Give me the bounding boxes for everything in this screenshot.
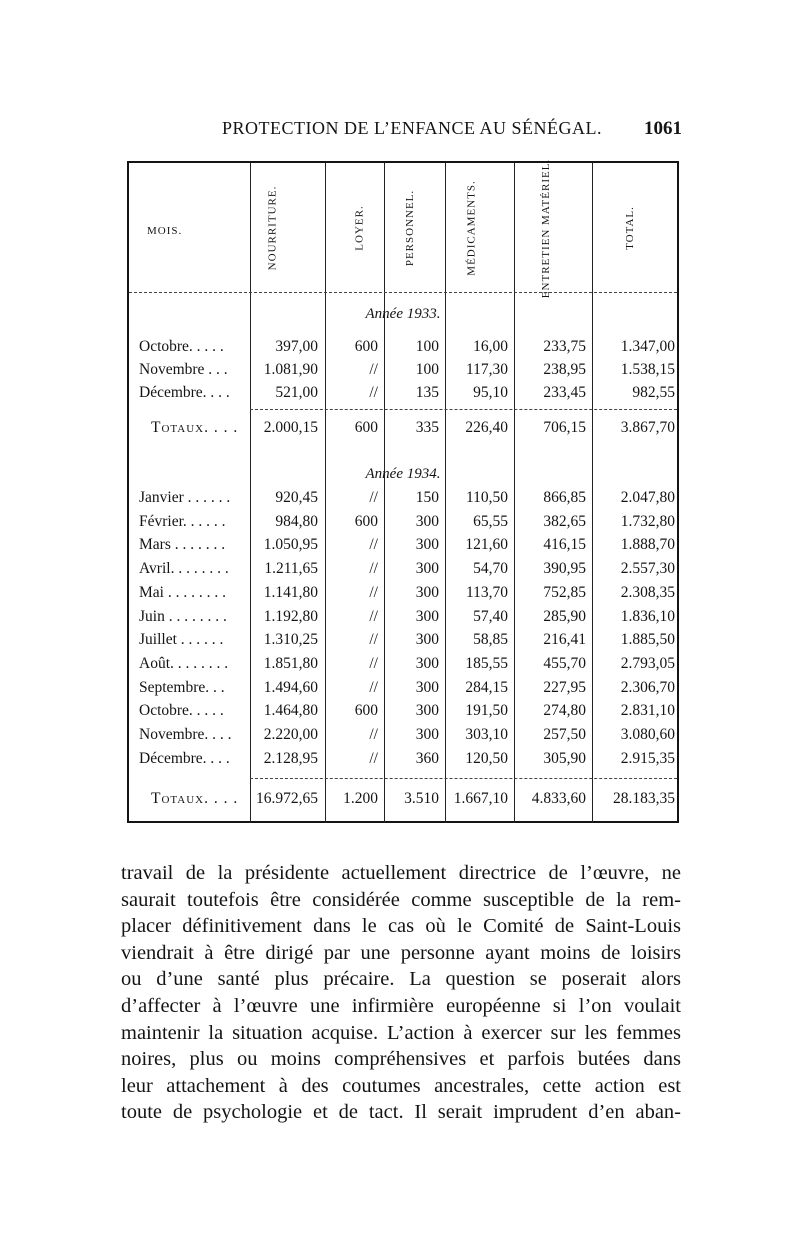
- table-cell: //: [369, 361, 378, 378]
- body-line: leur attachement à des coutumes ancestrales, cette action est: [121, 1074, 681, 1097]
- body-line: saurait toutefois être considérée comme susceptible de la rem-: [121, 888, 681, 911]
- table-cell: 2.306,70: [620, 678, 675, 696]
- table-cell: 305,90: [543, 749, 586, 767]
- total-row: [129, 790, 677, 812]
- table-cell: 113,70: [465, 583, 508, 601]
- table-cell: 866,85: [543, 489, 586, 506]
- column-header-loyer: LOYER.: [354, 205, 367, 251]
- table-cell: 2.557,30: [620, 560, 675, 578]
- table-row: [129, 489, 677, 511]
- table-cell: 28.183,35: [613, 790, 675, 807]
- table-row: [129, 361, 677, 383]
- table-cell: 274,80: [543, 702, 586, 720]
- year-label-1934: Année 1934.: [365, 466, 441, 482]
- table-cell: 226,40: [465, 419, 508, 436]
- table-cell: 1.050,95: [263, 536, 318, 554]
- month-label: Mai . . . . . . . .: [139, 583, 226, 601]
- table-cell: 300: [415, 631, 439, 649]
- table-cell: 752,85: [543, 583, 586, 601]
- table-cell: 521,00: [275, 384, 318, 401]
- table-row: [129, 384, 677, 406]
- table-cell: 1.836,10: [620, 607, 675, 625]
- column-header-total: TOTAL.: [624, 206, 636, 250]
- table-cell: 1.211,65: [264, 560, 318, 578]
- table-cell: //: [369, 631, 378, 649]
- table-cell: 16.972,65: [256, 790, 318, 807]
- table-cell: 360: [415, 749, 439, 767]
- table-row: [129, 584, 677, 606]
- table-cell: 600: [354, 419, 378, 436]
- table-cell: 227,95: [543, 678, 586, 696]
- body-line: maintenir la situation acquise. L’action à exercer sur les femmes: [121, 1021, 681, 1044]
- month-label: Novembre. . . .: [139, 726, 232, 743]
- running-title: PROTECTION DE L’ENFANCE AU SÉNÉGAL.: [222, 118, 602, 138]
- table-row: [129, 726, 677, 748]
- table-cell: //: [369, 607, 378, 625]
- table-cell: 2.793,05: [620, 654, 675, 672]
- page-header: [130, 118, 682, 142]
- column-header-medicaments: MÉDICAMENTS.: [466, 180, 479, 276]
- table-cell: 216,41: [543, 631, 586, 649]
- table-cell: 185,55: [465, 654, 508, 672]
- body-line: toute de psychologie et de tact. Il serait imprudent d’en aban-: [121, 1101, 681, 1124]
- table-cell: 1.538,15: [620, 361, 675, 378]
- table-cell: 3.510: [404, 790, 439, 807]
- table-cell: 300: [415, 583, 439, 601]
- table-cell: 706,15: [543, 419, 586, 436]
- table-cell: 1.310,25: [263, 631, 318, 649]
- table-cell: //: [369, 749, 378, 767]
- total-rule-1933: [250, 409, 677, 410]
- page-number: 1061: [644, 118, 682, 139]
- table-cell: 16,00: [473, 338, 508, 355]
- table-cell: 303,10: [465, 726, 508, 743]
- table-cell: 191,50: [465, 702, 508, 720]
- table-row: [129, 536, 677, 558]
- table-cell: 1.347,00: [620, 338, 675, 355]
- month-label: Totaux. . . .: [151, 790, 239, 807]
- column-header-nourriture: NOURRITURE.: [266, 185, 279, 271]
- table-cell: 920,45: [275, 489, 318, 506]
- month-label: Août. . . . . . . .: [139, 654, 229, 672]
- table-cell: 257,50: [543, 726, 586, 743]
- table-cell: 600: [354, 512, 378, 530]
- body-line: viendrait à être dirigé par une personne ayant moins de loisirs: [121, 941, 681, 964]
- table-cell: 1.464,80: [263, 702, 318, 720]
- table-cell: //: [369, 726, 378, 743]
- table-cell: 300: [415, 726, 439, 743]
- table-cell: //: [369, 678, 378, 696]
- column-header-personnel: PERSONNEL.: [404, 189, 416, 267]
- table-cell: //: [369, 583, 378, 601]
- table-cell: 1.885,50: [620, 631, 675, 649]
- table-cell: 110,50: [465, 489, 508, 506]
- table-cell: //: [369, 536, 378, 554]
- table-cell: 300: [415, 607, 439, 625]
- table-cell: 4.833,60: [531, 790, 586, 807]
- month-label: Février. . . . . .: [139, 512, 226, 530]
- table-cell: 390,95: [543, 560, 586, 578]
- total-rule-1934: [250, 778, 677, 779]
- table-cell: 335: [415, 419, 439, 436]
- body-line: noires, plus ou moins compréhensives et parfois butées dans: [121, 1048, 681, 1071]
- table-cell: //: [369, 654, 378, 672]
- column-header-entretien: ENTRETIEN MATÉRIEL.: [540, 158, 553, 298]
- table-cell: //: [369, 384, 378, 401]
- month-label: Octobre. . . . .: [139, 702, 224, 720]
- table-cell: 300: [415, 654, 439, 672]
- table-cell: 2.915,35: [620, 749, 675, 767]
- table-cell: 382,65: [543, 512, 586, 530]
- table-cell: 984,80: [275, 512, 318, 530]
- table-row: [129, 608, 677, 630]
- table-cell: 1.081,90: [263, 361, 318, 378]
- table-row: [129, 679, 677, 701]
- month-label: Totaux. . . .: [151, 419, 239, 436]
- table-cell: 285,90: [543, 607, 586, 625]
- body-line: travail de la présidente actuellement directrice de l’œuvre, ne: [121, 862, 681, 884]
- table-cell: //: [369, 489, 378, 506]
- table-cell: 416,15: [543, 536, 586, 554]
- table-cell: 3.867,70: [620, 419, 675, 436]
- expense-table: [127, 158, 679, 823]
- table-cell: 2.000,15: [263, 419, 318, 436]
- month-label: Décembre. . . .: [139, 384, 230, 401]
- table-cell: 397,00: [275, 338, 318, 355]
- table-row: [129, 513, 677, 535]
- table-cell: 2.220,00: [263, 726, 318, 743]
- month-label: Octobre. . . . .: [139, 338, 224, 355]
- table-cell: 300: [415, 512, 439, 530]
- total-row: [129, 419, 677, 441]
- table-cell: 150: [415, 489, 439, 506]
- month-label: Novembre . . .: [139, 361, 228, 378]
- table-cell: 300: [415, 702, 439, 720]
- month-label: Mars . . . . . . .: [139, 536, 226, 554]
- table-cell: 284,15: [465, 678, 508, 696]
- table-cell: 233,75: [543, 338, 586, 355]
- table-cell: 300: [415, 678, 439, 696]
- table-cell: 300: [415, 536, 439, 554]
- table-cell: 1.494,60: [263, 678, 318, 696]
- table-cell: 54,70: [473, 560, 508, 578]
- column-header-mois: MOIS.: [147, 225, 183, 237]
- table-cell: 135: [415, 384, 439, 401]
- month-label: Septembre. . .: [139, 678, 225, 696]
- table-cell: 2.831,10: [620, 702, 675, 720]
- table-row: [129, 655, 677, 677]
- table-cell: 600: [354, 338, 378, 355]
- table-cell: 1.851,80: [263, 654, 318, 672]
- table-cell: 1.732,80: [620, 512, 675, 530]
- body-text: [121, 860, 681, 1126]
- table-cell: 1.667,10: [453, 790, 508, 807]
- body-line: placer définitivement dans le cas où le Comité de Saint-Louis: [121, 915, 681, 938]
- table-cell: 120,50: [465, 749, 508, 767]
- table-cell: 1.141,80: [263, 583, 318, 601]
- table-cell: 1.192,80: [263, 607, 318, 625]
- table-cell: 95,10: [473, 384, 508, 401]
- body-line: d’affecter à l’œuvre une infirmière européenne si l’on voulait: [121, 994, 681, 1017]
- table-cell: 65,55: [473, 512, 508, 530]
- month-label: Juillet . . . . . .: [139, 631, 224, 649]
- table-cell: 1.888,70: [620, 536, 675, 554]
- table-cell: 3.080,60: [620, 726, 675, 743]
- table-cell: //: [369, 560, 378, 578]
- table-cell: 238,95: [543, 361, 586, 378]
- year-label-1933: Année 1933.: [365, 306, 441, 322]
- table-cell: 2.047,80: [620, 489, 675, 506]
- table-cell: 1.200: [343, 790, 378, 807]
- table-cell: 982,55: [632, 384, 675, 401]
- month-label: Avril. . . . . . . .: [139, 560, 229, 578]
- body-line: ou d’une santé plus précaire. La question se poserait alors: [121, 968, 681, 991]
- month-label: Décembre. . . .: [139, 749, 230, 767]
- table-cell: 58,85: [473, 631, 508, 649]
- table-cell: 300: [415, 560, 439, 578]
- table-cell: 117,30: [465, 361, 508, 378]
- month-label: Juin . . . . . . . .: [139, 607, 227, 625]
- table-cell: 600: [354, 702, 378, 720]
- table-cell: 100: [415, 361, 439, 378]
- table-row: [129, 631, 677, 653]
- table-row: [129, 702, 677, 724]
- table-cell: 233,45: [543, 384, 586, 401]
- table-row: [129, 750, 677, 772]
- table-cell: 100: [415, 338, 439, 355]
- table-cell: 2.308,35: [620, 583, 675, 601]
- header-rule: [129, 292, 677, 293]
- table-cell: 2.128,95: [263, 749, 318, 767]
- month-label: Janvier . . . . . .: [139, 489, 231, 506]
- table-cell: 455,70: [543, 654, 586, 672]
- table-cell: 57,40: [473, 607, 508, 625]
- table-row: [129, 338, 677, 360]
- table-cell: 121,60: [465, 536, 508, 554]
- table-row: [129, 560, 677, 582]
